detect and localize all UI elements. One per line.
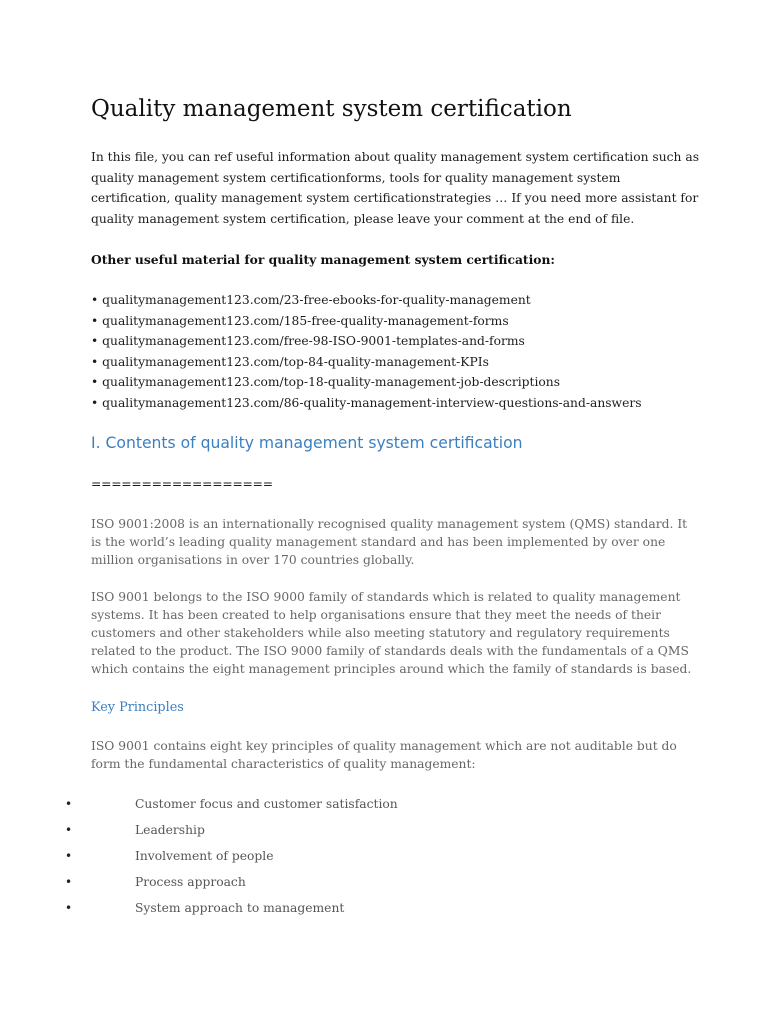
principle-text: Process approach: [135, 875, 246, 889]
equals-divider: ==================: [91, 477, 273, 491]
bullet-icon: •: [65, 901, 73, 915]
iso-intro-paragraph: [91, 515, 687, 569]
resource-link[interactable]: • qualitymanagement123.com/free-98-ISO-9001-templates-and-forms: [91, 334, 525, 349]
intro-line: quality management system certificationforms, tools for quality management system: [91, 170, 621, 185]
bullet-icon: •: [65, 823, 73, 837]
other-material-heading: Other useful material for quality management system certification:: [91, 252, 555, 267]
section-heading-contents: I. Contents of quality management system certification: [91, 434, 523, 452]
intro-paragraph: [91, 147, 700, 229]
paragraph-line: ISO 9001:2008 is an internationally recognised quality management system (QMS) standard. It: [91, 517, 688, 531]
resource-link[interactable]: • qualitymanagement123.com/23-free-ebooks-for-quality-management: [91, 293, 531, 307]
principle-text: Customer focus and customer satisfaction: [135, 797, 398, 811]
paragraph-line: which contains the eight management principles around which the family of standards is based.: [91, 662, 692, 676]
intro-line: quality management system certification, please leave your comment at the end of file.: [91, 211, 635, 226]
resource-link[interactable]: • qualitymanagement123.com/top-18-quality-management-job-descriptions: [91, 375, 561, 390]
principle-text: Leadership: [135, 823, 205, 837]
intro-line: certification, quality management system certificationstrategies … If you need more assistant for: [91, 191, 699, 205]
resource-link[interactable]: • qualitymanagement123.com/185-free-quality-management-forms: [91, 313, 509, 328]
resource-link[interactable]: • qualitymanagement123.com/top-84-quality-management-KPIs: [91, 354, 489, 369]
resource-links-list: [91, 290, 642, 414]
document-title: Quality management system certification: [91, 96, 572, 122]
bullet-icon: •: [65, 875, 73, 889]
paragraph-line: ISO 9001 contains eight key principles of quality management which are not auditable but do: [91, 739, 677, 753]
paragraph-line: million organisations in over 170 countries globally.: [91, 553, 415, 567]
bullet-icon: •: [65, 797, 73, 811]
paragraph-line: is the world’s leading quality management standard and has been implemented by over one: [91, 535, 666, 549]
paragraph-line: customers and other stakeholders while also meeting statutory and regulatory requirements: [91, 626, 670, 640]
paragraph-line: related to the product. The ISO 9000 family of standards deals with the fundamentals of a QMS: [91, 644, 689, 658]
intro-line: In this file, you can ref useful information about quality management system certification such as: [91, 150, 700, 164]
bullet-icon: •: [65, 849, 73, 863]
key-principles-paragraph: [91, 737, 677, 773]
paragraph-line: form the fundamental characteristics of quality management:: [91, 757, 476, 771]
resource-link[interactable]: • qualitymanagement123.com/86-quality-management-interview-questions-and-answers: [91, 395, 642, 410]
principle-text: System approach to management: [135, 901, 345, 915]
principle-text: Involvement of people: [135, 849, 274, 863]
key-principles-heading: Key Principles: [91, 700, 184, 715]
paragraph-line: systems. It has been created to help organisations ensure that they meet the needs of their: [91, 608, 661, 622]
paragraph-line: ISO 9001 belongs to the ISO 9000 family of standards which is related to quality management: [91, 590, 681, 604]
iso-family-paragraph: [91, 588, 691, 678]
